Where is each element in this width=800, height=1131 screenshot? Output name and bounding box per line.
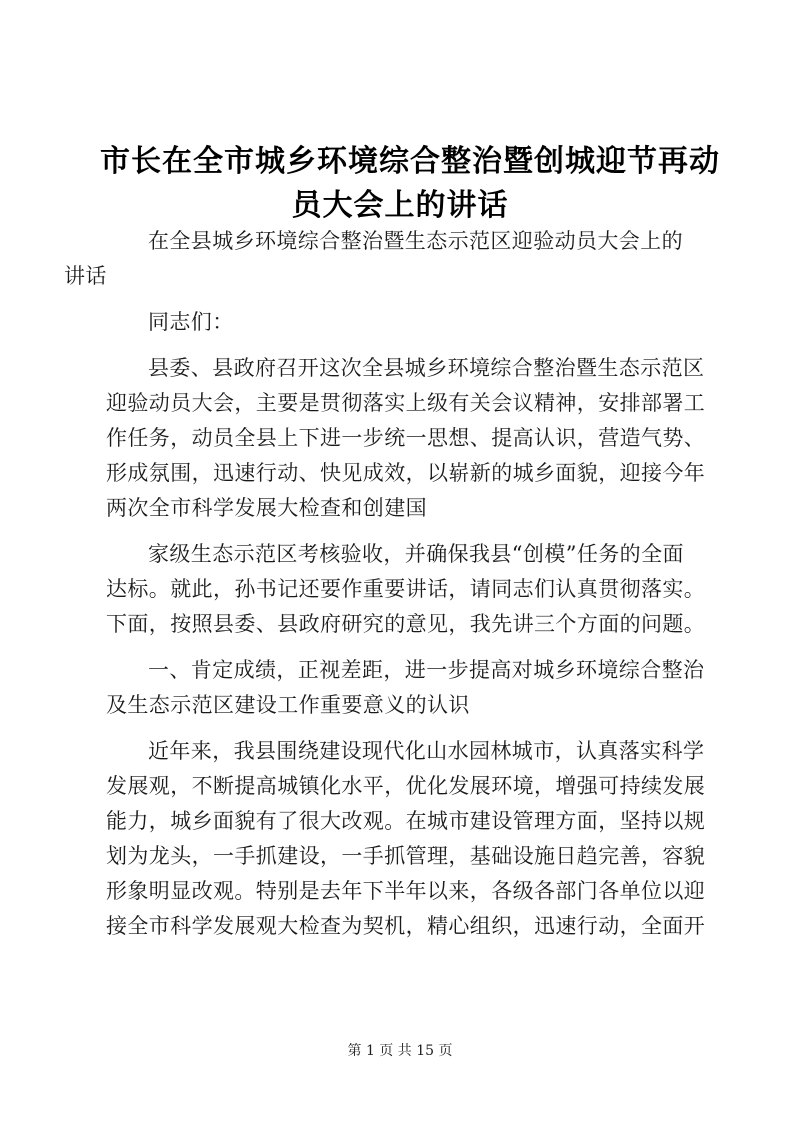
document-title — [100, 140, 720, 228]
text-line: 及生态示范区建设工作重要意义的认识 — [106, 693, 470, 717]
text-line: 形成氛围，迅速行动、快见成效，以崭新的城乡面貌，迎接今年 — [106, 461, 706, 485]
paragraph-intro — [106, 351, 718, 526]
text-line: 在全县城乡环境综合整治暨生态示范区迎验动员大会上的 — [148, 229, 683, 253]
paragraph-section-one — [106, 653, 718, 723]
text-line: 县委、县政府召开这次全县城乡环境综合整治暨生态示范区 — [148, 356, 705, 380]
text-line: 能力，城乡面貌有了很大改观。在城市建设管理方面，坚持以规 — [106, 809, 706, 833]
page-number-footer: 第 1 页 共 15 页 — [347, 1043, 453, 1059]
text-line: 家级生态示范区考核验收，并确保我县“创模”任务的全面 — [148, 542, 684, 566]
paragraph-heading-subtitle — [64, 224, 718, 294]
text-line: 讲话 — [64, 264, 107, 288]
text-line: 形象明显改观。特别是去年下半年以来，各级各部门各单位以迎 — [106, 879, 706, 903]
text-line: 发展观，不断提高城镇化水平，优化发展环境，增强可持续发展 — [106, 774, 706, 798]
paragraph-salutation — [106, 305, 718, 340]
text-line: 近年来，我县围绕建设现代化山水园林城市，认真落实科学 — [148, 739, 705, 763]
text-line: 达标。就此，孙书记还要作重要讲话，请同志们认真贯彻落实。 — [106, 577, 706, 601]
text-line: 划为龙头，一手抓建设，一手抓管理，基础设施日趋完善，容貌 — [106, 844, 706, 868]
paragraph-achievements — [106, 734, 718, 944]
text-line: 下面，按照县委、县政府研究的意见，我先讲三个方面的问题。 — [106, 612, 706, 636]
document-body — [64, 224, 718, 955]
text-line: 迎验动员大会，主要是贯彻落实上级有关会议精神，安排部署工 — [106, 391, 706, 415]
text-line: 作任务，动员全县上下进一步统一思想、提高认识，营造气势、 — [106, 426, 706, 450]
text-line: 接全市科学发展观大检查为契机，精心组织，迅速行动，全面开 — [106, 914, 706, 938]
paragraph-purpose — [106, 537, 718, 642]
text-line: 一、肯定成绩，正视差距，进一步提高对城乡环境综合整治 — [148, 658, 705, 682]
title-line: 市长在全市城乡环境综合整治暨创城迎节再动 — [100, 144, 720, 179]
text-line: 两次全市科学发展大检查和创建国 — [106, 496, 427, 520]
text-line: 同志们： — [148, 310, 234, 334]
title-line: 员大会上的讲话 — [291, 188, 509, 223]
